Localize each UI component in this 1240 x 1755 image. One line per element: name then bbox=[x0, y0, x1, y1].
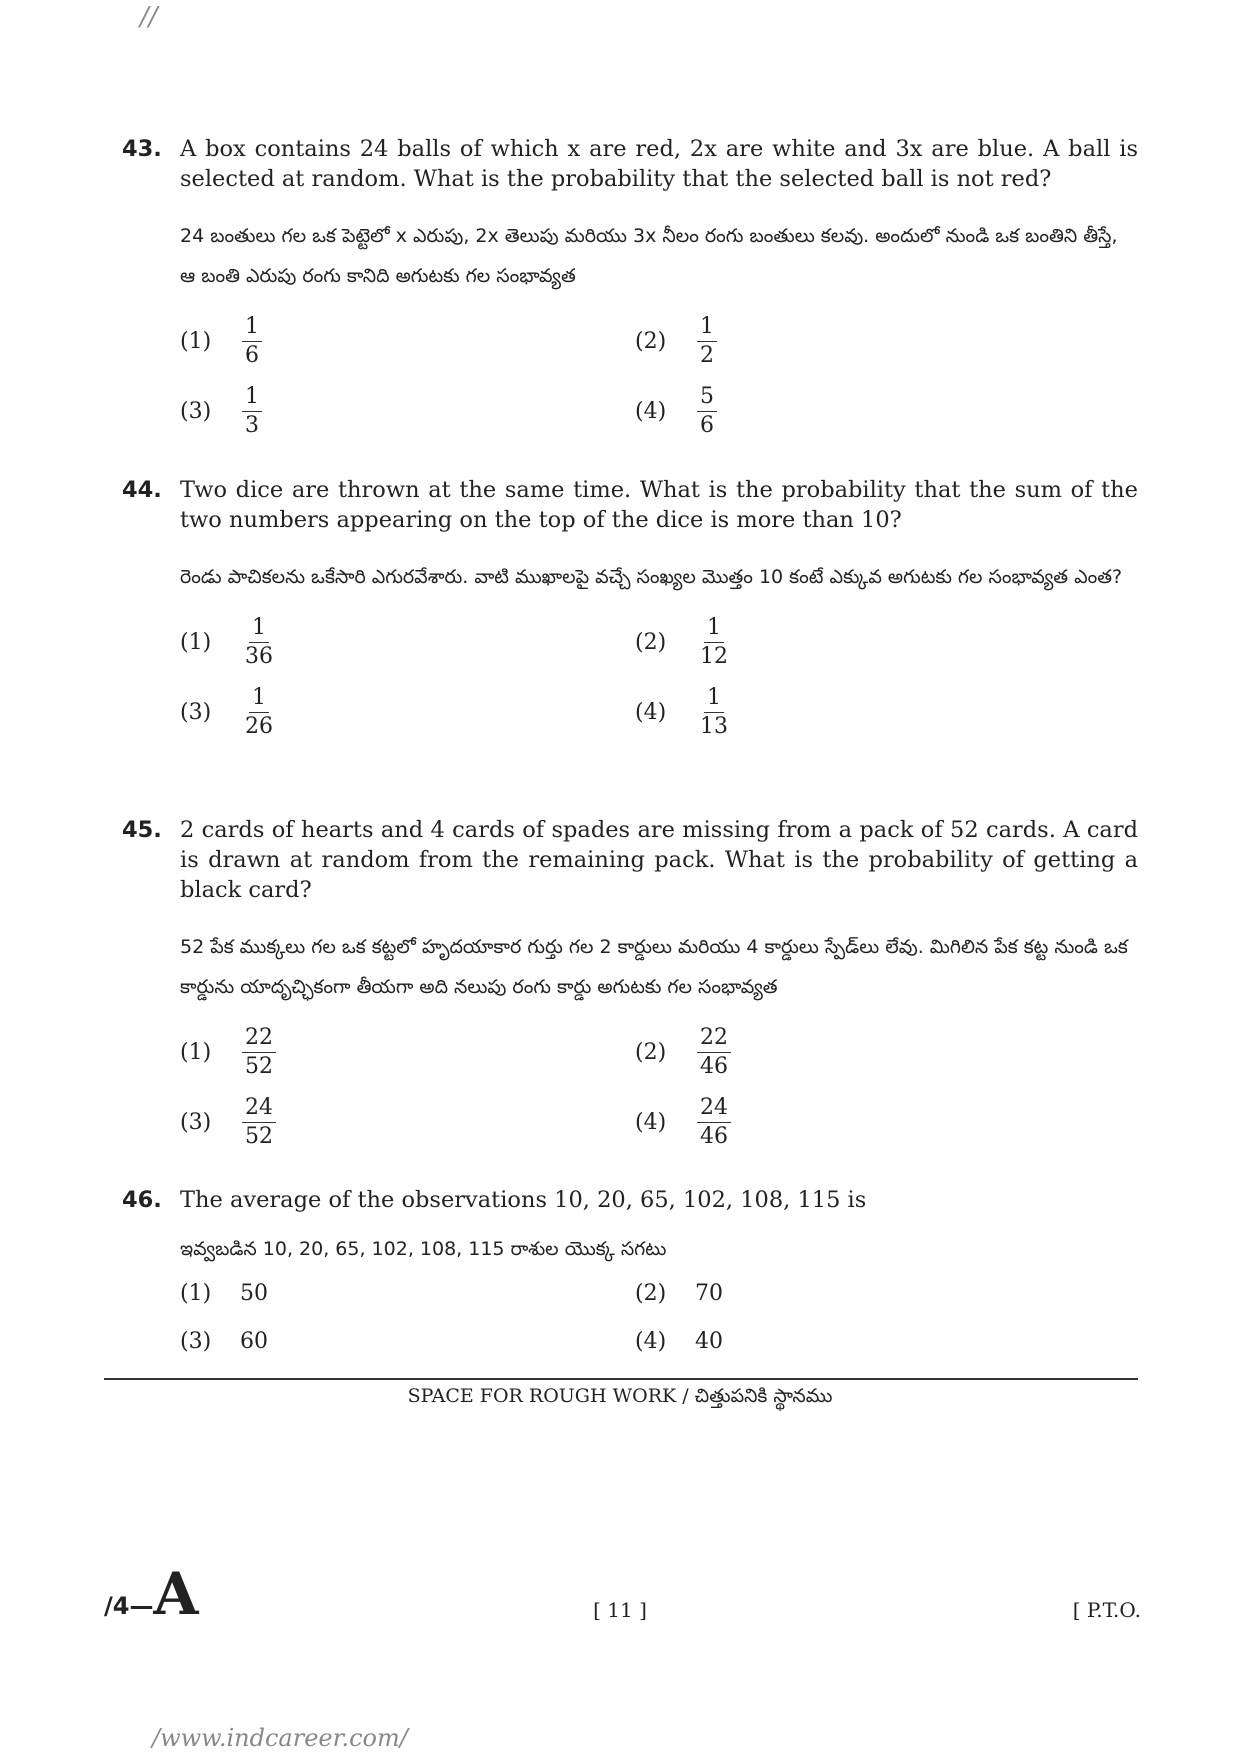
question-text-english: 2 cards of hearts and 4 cards of spades are missing from a pack of 52 cards. A card is drawn at random from the remaining pack. What is the probability of getting a black card? bbox=[180, 817, 1138, 903]
fraction: $\frac{22}{52}$ bbox=[242, 1024, 276, 1081]
option-1[interactable]: (1) 50 bbox=[180, 1280, 268, 1306]
option-3[interactable]: (3) $\frac{1}{26}$ bbox=[180, 684, 635, 741]
option-3[interactable]: (3) $\frac{24}{52}$ bbox=[180, 1094, 635, 1151]
divider bbox=[104, 1378, 1138, 1380]
option-3[interactable]: (3) $\frac{1}{3}$ bbox=[180, 383, 635, 440]
fraction: $\frac{1}{13}$ bbox=[700, 684, 728, 739]
question-text-telugu: 52 పేక ముక్కలు గల ఒక కట్టలో హృదయాకార గుర్తు గల 2 కార్డులు మరియు 4 కార్డులు స్పేడ్‌లు లేవు. మిగిలిన పేక కట్ట నుండి ఒక కార్డును యాదృచ్ఛికంగా తీయగా అది నలుపు రంగు కార్డు అగుటకు గల సంభావ్యత bbox=[180, 936, 1128, 998]
booklet-code: /4—A bbox=[104, 1560, 199, 1628]
fraction: $\frac{24}{46}$ bbox=[697, 1094, 731, 1151]
question-text-telugu: రెండు పాచికలను ఒకేసారి ఎగురవేశారు. వాటి ముఖాలపై వచ్చే సంఖ్యల మొత్తం 10 కంటే ఎక్కువ అగుటకు గల సంభావ్యత ఎంత? bbox=[180, 566, 1123, 588]
option-4[interactable]: (4) 40 bbox=[635, 1328, 723, 1354]
option-3[interactable]: (3) 60 bbox=[180, 1328, 268, 1354]
fraction: $\frac{1}{6}$ bbox=[242, 313, 262, 370]
question-number: 44. bbox=[122, 477, 162, 503]
question-text-telugu: ఇవ్వబడిన 10, 20, 65, 102, 108, 115 రాశుల యొక్క సగటు bbox=[180, 1238, 667, 1260]
option-1[interactable]: (1) $\frac{1}{36}$ bbox=[180, 614, 635, 671]
question-text-english: The average of the observations 10, 20, 65, 102, 108, 115 is bbox=[180, 1187, 867, 1213]
option-4[interactable]: (4) $\frac{1}{13}$ bbox=[635, 684, 1090, 741]
fraction: $\frac{24}{52}$ bbox=[242, 1094, 276, 1151]
question-text-english: Two dice are thrown at the same time. What is the probability that the sum of the two numbers appearing on the top of the dice is more than 10? bbox=[180, 477, 1138, 533]
question-45 bbox=[122, 815, 1138, 1157]
options bbox=[180, 1269, 1138, 1365]
question-43 bbox=[122, 134, 1138, 446]
question-46 bbox=[122, 1185, 1138, 1365]
fraction: $\frac{1}{2}$ bbox=[697, 313, 717, 370]
option-2[interactable]: (2) 70 bbox=[635, 1280, 723, 1306]
question-text-english: A box contains 24 balls of which x are red, 2x are white and 3x are blue. A ball is selected at random. What is the probability that the selected ball is not red? bbox=[180, 136, 1138, 192]
option-2[interactable]: (2) $\frac{1}{12}$ bbox=[635, 614, 1090, 671]
fraction: $\frac{5}{6}$ bbox=[697, 383, 717, 440]
options bbox=[180, 1017, 1138, 1157]
option-4[interactable]: (4) $\frac{5}{6}$ bbox=[635, 383, 1090, 440]
option-2[interactable]: (2) $\frac{22}{46}$ bbox=[635, 1024, 1090, 1081]
question-number: 45. bbox=[122, 817, 162, 843]
watermark: /www.indcareer.com/ bbox=[152, 1724, 408, 1752]
question-number: 43. bbox=[122, 136, 162, 162]
option-1[interactable]: (1) $\frac{1}{6}$ bbox=[180, 313, 635, 370]
question-text-telugu: 24 బంతులు గల ఒక పెట్టెలో x ఎరుపు, 2x తెలుపు మరియు 3x నీలం రంగు బంతులు కలవు. అందులో నుండి ఒక బంతిని తీస్తే, ఆ బంతి ఎరుపు రంగు కానిది అగుటకు గల సంభావ్యత bbox=[180, 225, 1118, 287]
option-2[interactable]: (2) $\frac{1}{2}$ bbox=[635, 313, 1090, 370]
fraction: $\frac{1}{12}$ bbox=[700, 614, 728, 669]
question-number: 46. bbox=[122, 1187, 162, 1213]
fraction: $\frac{1}{26}$ bbox=[245, 684, 273, 739]
top-mark: // bbox=[140, 2, 158, 32]
question-44 bbox=[122, 475, 1138, 747]
option-4[interactable]: (4) $\frac{24}{46}$ bbox=[635, 1094, 1090, 1151]
page-number: [ 11 ] bbox=[593, 1598, 647, 1622]
options bbox=[180, 306, 1138, 446]
fraction: $\frac{1}{36}$ bbox=[245, 614, 273, 669]
fraction: $\frac{1}{3}$ bbox=[242, 383, 262, 440]
pto-label: [ P.T.O. bbox=[1072, 1598, 1141, 1622]
fraction: $\frac{22}{46}$ bbox=[697, 1024, 731, 1081]
option-1[interactable]: (1) $\frac{22}{52}$ bbox=[180, 1024, 635, 1081]
rough-work-label: SPACE FOR ROUGH WORK / చిత్తుపనికి స్థానము bbox=[407, 1385, 833, 1407]
options bbox=[180, 607, 1138, 747]
